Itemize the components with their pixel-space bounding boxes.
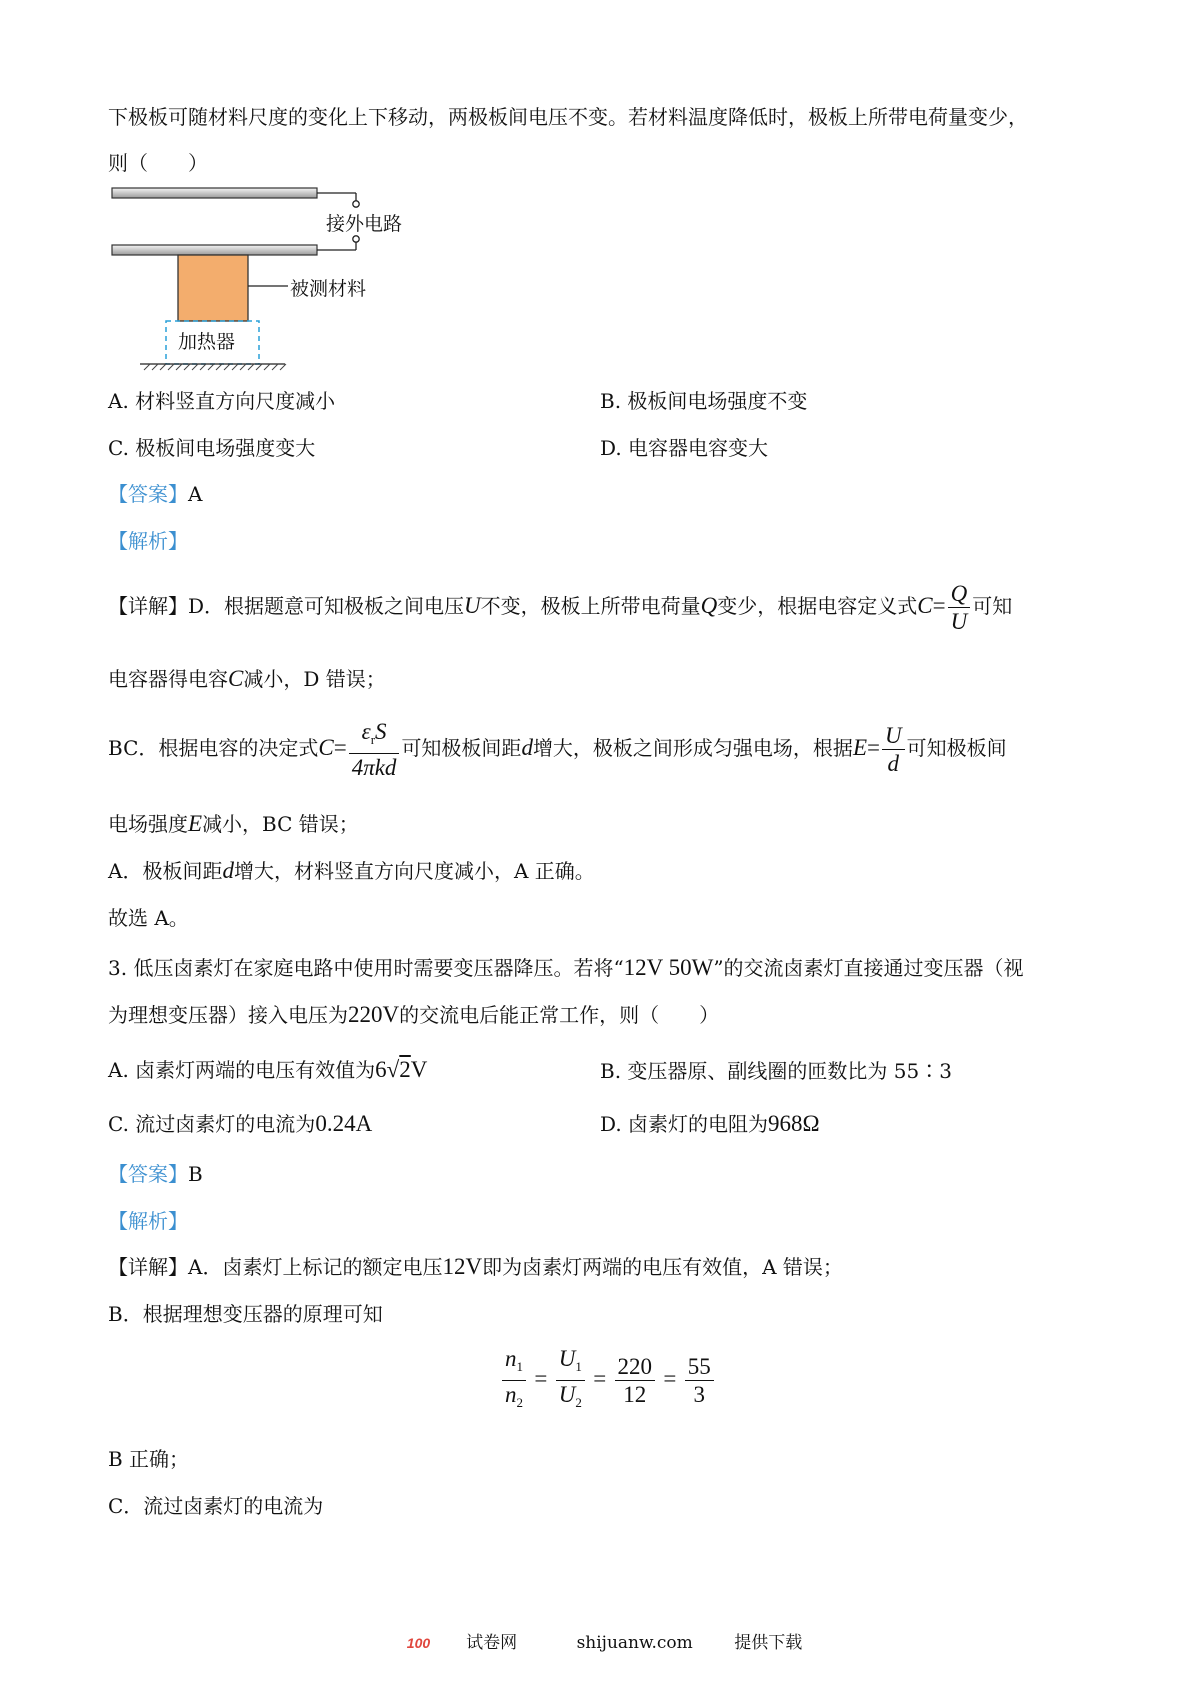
answer-value: A — [188, 482, 203, 506]
stem-text: ”的交流卤素灯直接通过变压器（视 — [713, 956, 1024, 980]
symbol-q: Q — [700, 593, 718, 618]
detail-line — [108, 663, 386, 692]
detail-text: 不变，极板上所带电荷量 — [480, 594, 701, 618]
subscript: 1 — [516, 1359, 523, 1374]
turns-ratio-equation — [500, 1345, 716, 1416]
numerator — [556, 1345, 585, 1380]
site-logo: 100 — [406, 1635, 431, 1651]
option-a: A. 材料竖直方向尺度减小 — [108, 389, 336, 413]
detail-label: 【详解】 — [108, 594, 188, 618]
fraction-220-12 — [615, 1353, 656, 1408]
detail-text: D．根据题意可知极板之间电压 — [188, 594, 465, 618]
denominator: 3 — [685, 1380, 714, 1408]
symbol-u: U — [464, 593, 481, 618]
symbol-e: E — [852, 735, 867, 760]
fraction-u-over-d — [882, 722, 905, 777]
answer-line — [108, 1158, 203, 1187]
answer-label: 【答案】 — [108, 482, 188, 506]
question-stem-line: 则（ ） — [108, 151, 208, 175]
resistance-value: 968Ω — [768, 1111, 820, 1136]
site-name: 试卷网 — [466, 1633, 518, 1653]
denominator — [502, 1380, 526, 1416]
fraction-55-3 — [685, 1353, 714, 1408]
symbol-u: U — [558, 1382, 576, 1407]
measured-material — [178, 255, 248, 321]
option-d — [600, 1108, 820, 1137]
equals-sign: = — [534, 1366, 548, 1391]
detail-text: 变少，根据电容定义式 — [717, 594, 918, 618]
supply-voltage: 220V — [348, 1002, 400, 1027]
current-value: 0.24A — [315, 1111, 373, 1136]
detail-text: 增大，材料竖直方向尺度减小，A 正确。 — [233, 859, 595, 883]
option-d: D. 电容器电容变大 — [600, 436, 769, 460]
detail-text: 可知极板间 — [906, 736, 1007, 760]
symbol-n: n — [505, 1346, 517, 1371]
denominator: 4πkd — [349, 753, 400, 781]
figure-label-material: 被测材料 — [290, 278, 367, 300]
lamp-rating: 12V 50W — [623, 955, 714, 980]
answer-label: 【答案】 — [108, 1162, 188, 1186]
denominator: 12 — [615, 1380, 656, 1408]
site-url[interactable]: shijuanw.com — [576, 1633, 693, 1653]
numerator: Q — [950, 581, 968, 606]
lower-plate — [112, 245, 317, 255]
numerator — [349, 718, 400, 753]
detail-text: 增大，极板之间形成匀强电场，根据 — [532, 736, 853, 760]
fraction-n1-n2 — [502, 1345, 526, 1416]
detail-line — [108, 808, 359, 837]
detail-line — [108, 718, 1007, 781]
analysis-label: 【解析】 — [108, 529, 188, 553]
stem-text: 的交流电后能正常工作，则（ ） — [399, 1003, 720, 1027]
detail-text: 可知极板间距 — [401, 736, 522, 760]
equals-sign: = — [333, 735, 347, 760]
option-b: B. 极板间电场强度不变 — [600, 389, 808, 413]
detail-text: A．极板间距 — [108, 859, 223, 883]
subscript: 1 — [575, 1359, 582, 1374]
detail-line: C．流过卤素灯的电流为 — [108, 1494, 324, 1518]
detail-text: A．卤素灯上标记的额定电压 — [188, 1255, 443, 1279]
stem-text: 为理想变压器）接入电压为 — [108, 1003, 348, 1027]
equals-sign: = — [867, 735, 880, 760]
numerator — [502, 1345, 526, 1380]
equals-sign: = — [663, 1366, 677, 1391]
symbol-c: C — [917, 593, 933, 618]
option-c — [108, 1108, 372, 1137]
symbol-c: C — [228, 666, 244, 691]
detail-text: 电容器得电容 — [108, 667, 228, 691]
symbol-e: E — [188, 811, 203, 836]
symbol-s: S — [375, 719, 387, 744]
radicand: 2 — [399, 1057, 411, 1082]
symbol-d: d — [222, 858, 234, 883]
figure-label-heater: 加热器 — [178, 331, 236, 353]
option-a — [108, 1054, 427, 1083]
symbol-u: U — [558, 1346, 576, 1371]
equals-sign: = — [593, 1366, 607, 1391]
rated-voltage: 12V — [442, 1254, 483, 1279]
option-c: C. 极板间电场强度变大 — [108, 436, 316, 460]
unit: V — [410, 1057, 428, 1082]
upper-plate — [112, 188, 317, 198]
option-text: D. 卤素灯的电阻为 — [600, 1112, 769, 1136]
symbol-n: n — [505, 1382, 517, 1407]
subscript: 2 — [516, 1395, 523, 1410]
option-text: A. 卤素灯两端的电压有效值为 — [108, 1058, 376, 1082]
numerator: 220 — [617, 1354, 653, 1379]
detail-text: 电场强度 — [108, 812, 188, 836]
stem-text: 3. 低压卤素灯在家庭电路中使用时需要变压器降压。若将“ — [108, 956, 624, 980]
detail-line — [108, 855, 595, 884]
detail-label: 【详解】 — [108, 1255, 188, 1279]
fraction-capacitance — [349, 718, 400, 781]
option-text: C. 流过卤素灯的电流为 — [108, 1112, 316, 1136]
figure-label-circuit: 接外电路 — [326, 213, 403, 235]
detail-text: 可知 — [972, 594, 1013, 618]
fraction-q-over-u — [948, 580, 971, 635]
symbol-d: d — [521, 735, 533, 760]
fraction-u1-u2 — [556, 1345, 585, 1416]
denominator: d — [882, 749, 905, 777]
site-brand[interactable] — [389, 1633, 535, 1653]
equals-sign: = — [932, 593, 946, 618]
numerator: U — [884, 723, 902, 748]
question-stem-line — [108, 999, 719, 1028]
subscript: 2 — [575, 1395, 582, 1410]
denominator: U — [948, 607, 971, 635]
detail-line: B 正确； — [108, 1447, 190, 1471]
detail-line: B．根据理想变压器的原理可知 — [108, 1302, 383, 1326]
question-stem-line — [108, 952, 1024, 981]
answer-line — [108, 478, 202, 507]
detail-line — [108, 1251, 843, 1280]
subscript: r — [370, 732, 376, 747]
analysis-label: 【解析】 — [108, 1209, 188, 1233]
conclusion: 故选 A。 — [108, 906, 189, 930]
option-b: B. 变压器原、副线圈的匝数比为 55∶3 — [600, 1059, 952, 1083]
detail-line — [108, 580, 1012, 635]
detail-text: 减小，D 错误； — [243, 667, 386, 691]
detail-text: 即为卤素灯两端的电压有效值，A 错误； — [482, 1255, 843, 1279]
answer-value: B — [188, 1162, 203, 1186]
coefficient: 6 — [375, 1057, 387, 1082]
symbol-c: C — [318, 735, 334, 760]
denominator — [556, 1380, 585, 1416]
epsilon-symbol: ε — [361, 719, 371, 744]
sqrt-icon: √ — [386, 1057, 400, 1082]
page-footer — [0, 1628, 1191, 1653]
terminal-icon — [353, 201, 359, 207]
question-stem-line: 下极板可随材料尺度的变化上下移动，两极板间电压不变。若材料温度降低时，极板上所带电荷量变少， — [108, 105, 1028, 129]
provide-download: 提供下载 — [734, 1633, 803, 1653]
detail-text: 减小，BC 错误； — [202, 812, 359, 836]
detail-text: BC．根据电容的决定式 — [108, 736, 319, 760]
numerator: 55 — [687, 1354, 711, 1379]
terminal-icon — [353, 236, 359, 242]
